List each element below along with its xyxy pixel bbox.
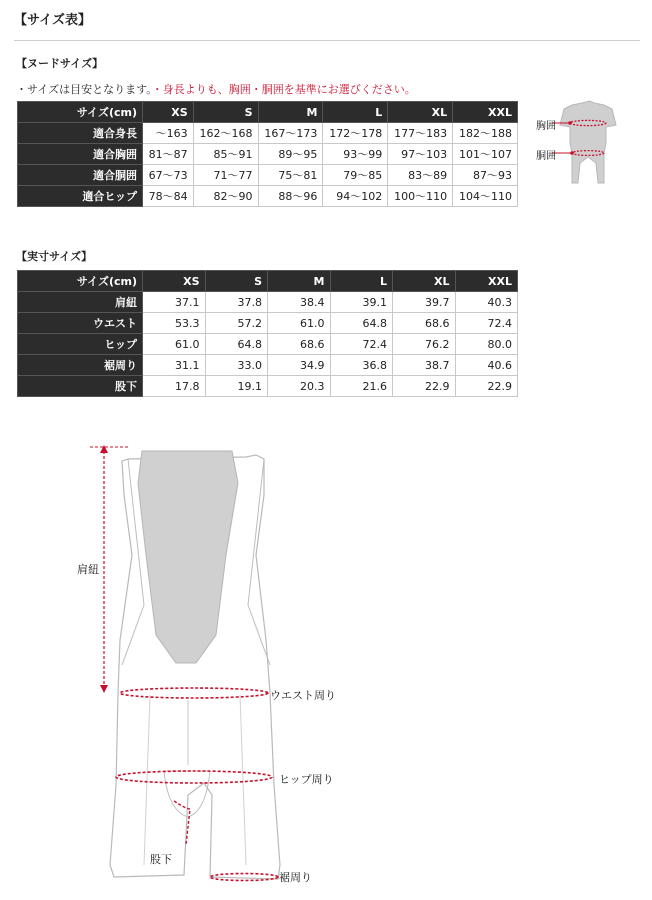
table-row [18, 144, 518, 165]
row-header: ヒップ [18, 334, 143, 355]
table-cell: 40.6 [455, 355, 518, 376]
column-header: サイズ(cm) [18, 102, 143, 123]
table-cell: 68.6 [393, 313, 456, 334]
table-cell: 53.3 [143, 313, 206, 334]
row-header: ウエスト [18, 313, 143, 334]
table-cell: 89～95 [258, 144, 323, 165]
table-header-row [18, 271, 518, 292]
table-row [18, 334, 518, 355]
table-cell: 71～77 [193, 165, 258, 186]
column-header: サイズ(cm) [18, 271, 143, 292]
column-header: L [330, 271, 393, 292]
actual-size-heading: 【実寸サイズ】 [16, 250, 93, 263]
table-cell: 22.9 [393, 376, 456, 397]
column-header: XL [388, 102, 453, 123]
hem-label: 裾周り [279, 871, 312, 884]
table-header-row [18, 102, 518, 123]
table-cell: 61.0 [268, 313, 331, 334]
table-cell: 57.2 [205, 313, 268, 334]
table-cell: 94～102 [323, 186, 388, 207]
table-cell: 97～103 [388, 144, 453, 165]
table-cell: ～163 [143, 123, 194, 144]
table-cell: 40.3 [455, 292, 518, 313]
table-cell: 172～178 [323, 123, 388, 144]
table-cell: 37.8 [205, 292, 268, 313]
note-highlight: ・身長よりも、胸囲・胴囲を基準にお選びください。 [151, 83, 416, 96]
table-cell: 182～188 [453, 123, 518, 144]
row-header: 適合ヒップ [18, 186, 143, 207]
waist-label: ウエスト周り [270, 689, 336, 702]
table-cell: 39.1 [330, 292, 393, 313]
table-cell: 88～96 [258, 186, 323, 207]
column-header: L [323, 102, 388, 123]
row-header: 裾周り [18, 355, 143, 376]
table-cell: 39.7 [393, 292, 456, 313]
table-cell: 83～89 [388, 165, 453, 186]
note-prefix: ・サイズは目安となります。 [16, 83, 152, 96]
column-header: XXL [455, 271, 518, 292]
table-cell: 76.2 [393, 334, 456, 355]
table-cell: 31.1 [143, 355, 206, 376]
table-row [18, 376, 518, 397]
table-cell: 72.4 [330, 334, 393, 355]
table-cell: 37.1 [143, 292, 206, 313]
table-cell: 79～85 [323, 165, 388, 186]
table-cell: 101～107 [453, 144, 518, 165]
row-header: 股下 [18, 376, 143, 397]
table-cell: 17.8 [143, 376, 206, 397]
table-cell: 68.6 [268, 334, 331, 355]
table-cell: 34.9 [268, 355, 331, 376]
table-row [18, 165, 518, 186]
column-header: XS [143, 271, 206, 292]
bib-shorts-diagram [80, 425, 380, 895]
table-cell: 100～110 [388, 186, 453, 207]
table-cell: 85～91 [193, 144, 258, 165]
table-cell: 82～90 [193, 186, 258, 207]
inseam-label: 股下 [150, 853, 172, 866]
table-cell: 19.1 [205, 376, 268, 397]
table-cell: 72.4 [455, 313, 518, 334]
table-row [18, 123, 518, 144]
table-cell: 80.0 [455, 334, 518, 355]
nude-size-heading: 【ヌードサイズ】 [16, 57, 104, 70]
column-header: XXL [453, 102, 518, 123]
table-cell: 64.8 [205, 334, 268, 355]
table-row [18, 355, 518, 376]
table-cell: 75～81 [258, 165, 323, 186]
table-cell: 38.4 [268, 292, 331, 313]
table-row [18, 292, 518, 313]
table-cell: 78～84 [143, 186, 194, 207]
table-cell: 104～110 [453, 186, 518, 207]
table-cell: 81～87 [143, 144, 194, 165]
nude-size-table [17, 101, 518, 207]
table-cell: 38.7 [393, 355, 456, 376]
row-header: 適合胸囲 [18, 144, 143, 165]
column-header: S [193, 102, 258, 123]
waist-label: 胴囲 [536, 151, 556, 162]
table-cell: 22.9 [455, 376, 518, 397]
column-header: M [268, 271, 331, 292]
table-cell: 167～173 [258, 123, 323, 144]
table-cell: 21.6 [330, 376, 393, 397]
table-cell: 67～73 [143, 165, 194, 186]
table-cell: 177～183 [388, 123, 453, 144]
chest-label: 胸囲 [536, 121, 556, 132]
page-title: 【サイズ表】 [14, 13, 91, 28]
table-cell: 64.8 [330, 313, 393, 334]
table-cell: 20.3 [268, 376, 331, 397]
column-header: XS [143, 102, 194, 123]
table-cell: 93～99 [323, 144, 388, 165]
column-header: S [205, 271, 268, 292]
column-header: M [258, 102, 323, 123]
shoulder-strap-label: 肩紐 [77, 563, 99, 576]
table-cell: 162～168 [193, 123, 258, 144]
table-cell: 36.8 [330, 355, 393, 376]
table-row [18, 186, 518, 207]
actual-size-table [17, 270, 518, 397]
table-cell: 61.0 [143, 334, 206, 355]
size-note [16, 81, 416, 97]
table-row [18, 313, 518, 334]
row-header: 肩紐 [18, 292, 143, 313]
column-header: XL [393, 271, 456, 292]
row-header: 適合身長 [18, 123, 143, 144]
title-divider [14, 40, 640, 41]
table-cell: 87～93 [453, 165, 518, 186]
row-header: 適合胴囲 [18, 165, 143, 186]
hip-label: ヒップ周り [279, 773, 334, 786]
table-cell: 33.0 [205, 355, 268, 376]
